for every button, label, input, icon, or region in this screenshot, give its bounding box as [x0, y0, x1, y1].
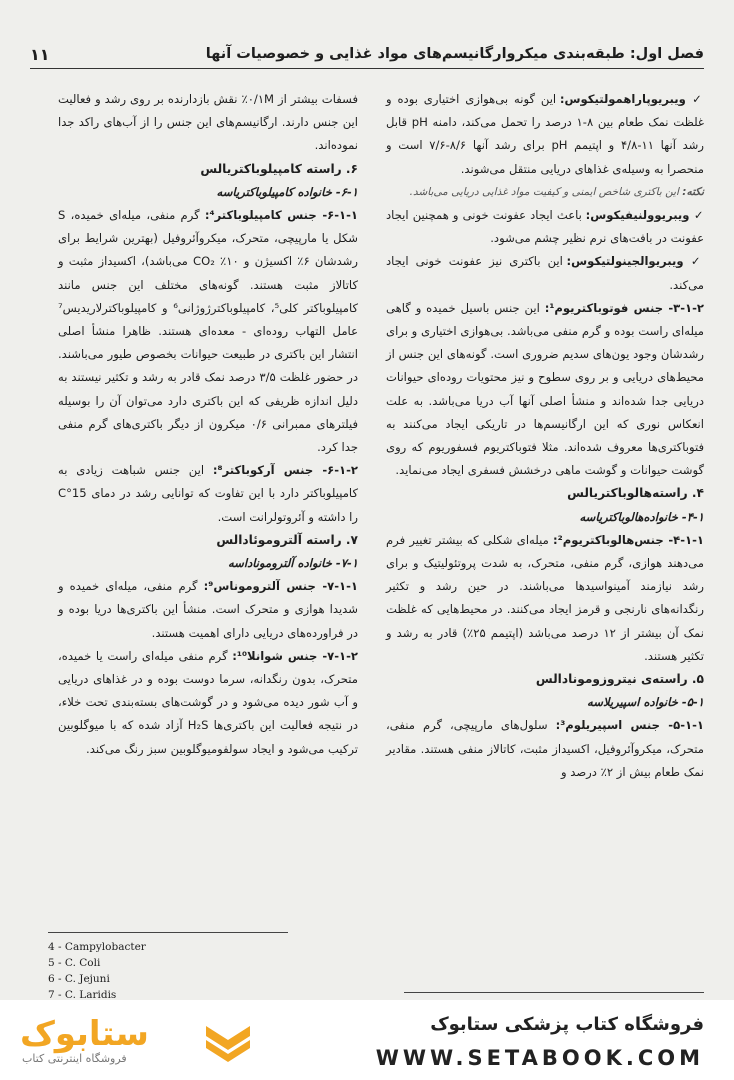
paragraph-text: این جنس شباهت زیادی به کامپیلوباکتر دارد با این تفاوت که توانایی رشد در دمای 15°C را داشته و آئروتولرانت است.	[58, 463, 358, 524]
footnote-item: 6 - C. Jejuni	[48, 973, 110, 985]
body-paragraph	[386, 297, 704, 483]
paragraph-text: میله‌ای شکلی که بیشتر تغییر فرم می‌دهند هوازی، گرم منفی، متحرک، به شدت پروتئولیتیک و برای رشد نیازمند آمینواسیدها می‌باشند. در حین رشد و تکثیر رنگدانه‌های نارنجی و قرمز ایجاد می‌کنند. در محیط‌هایی که غلظت نمک آن بیشتر از ۱۲ درصد می‌باشد (اپتیمم ۲۵٪) قادر به رشد و تکثیر هستند.	[386, 532, 704, 663]
paragraph-text: سلول‌های مارپیچی، گرم منفی، متحرک، میکروآئروفیل، اکسیداز مثبت، کاتالاز منفی هستند. مقادیر نمک طعام بیش از ۲٪ درصد و	[386, 718, 704, 779]
right-column	[386, 88, 704, 784]
section-heading: ۴. راسته‌هالوباکتریالس	[567, 486, 704, 501]
body-paragraph	[58, 88, 358, 158]
term-label: ۶-۱-۲- جنس آرکوباکتر⁸:	[212, 463, 358, 478]
term-label: ۶-۱-۱- جنس کامپیلوباکتر⁴:	[204, 208, 358, 223]
section-heading: ۵. راسته‌ی نیتروزومونادالس	[535, 672, 704, 687]
body-paragraph	[386, 714, 704, 784]
body-paragraph	[386, 204, 704, 250]
subsection-heading: ۴-۱- خانواده‌هالوباکتریاسه	[579, 509, 704, 524]
footnote-item: 7 - C. Laridis	[48, 989, 117, 1000]
body-paragraph	[386, 88, 704, 181]
chevron-logo-icon	[206, 1022, 250, 1062]
page-number: ۱۱	[30, 44, 50, 64]
term-label: ✓ ویبریوالجینولتیکوس:	[566, 254, 704, 269]
subsection-heading: ۶-۱- خانواده کامپیلوباکتریاسه	[216, 184, 358, 199]
paragraph-text: گرم منفی میله‌ای راست یا خمیده، متحرک، بدون رنگدانه، سرما دوست بوده و در غذاهای دریایی و آب شور دیده می‌شود و در گوشت‌های بسته‌بندی تحت خلاء، در نتیجه فعالیت این باکتری‌ها H₂S آزاد شده که با میوگلوبین ترکیب می‌شود و ایجاد سولفومیوگلوبین سبز رنگ می‌کند.	[58, 648, 358, 756]
paragraph-text: فسفات بیشتر از ۰/۱M٪ نقش بازدارنده بر روی رشد و فعالیت این جنس دارند. ارگانیسم‌های این جنس را از آب‌های راکد جدا نموده‌اند.	[58, 92, 358, 153]
footnotes	[48, 932, 288, 1000]
paragraph-text: گرم منفی، میله‌ای خمیده و شدیدا هوازی و متحرک است. منشأ این باکتری‌ها دریا بوده و در فراورده‌های دریایی دارای اهمیت هستند.	[58, 579, 358, 640]
subsection-heading: ۷-۱- خانواده آلتروموناداسه	[227, 556, 358, 571]
term-label: ۴-۱-۱- جنس‌هالوباکتریوم²:	[553, 532, 704, 547]
note-paragraph	[386, 181, 704, 204]
body-paragraph	[58, 575, 358, 645]
term-label: ۵-۱-۱- جنس اسپیریلوم³:	[555, 718, 704, 733]
footnote-item: 4 - Campylobacter	[48, 941, 146, 953]
paragraph-text: باعث ایجاد عفونت خونی و همچنین ایجاد عفونت در بافت‌های نرم نظیر چشم می‌شود.	[386, 208, 704, 246]
term-label: نکته:	[682, 185, 704, 198]
paragraph-text: این گونه بی‌هوازی اختیاری بوده و غلظت نمک طعام بین ۸-۱ درصد را تحمل می‌کند، دامنه pH قابل رشد آنها ۱۱-۴/۸ و اپتیمم pH برای رشد آنها ۸/۶-۷/۶ است و منحصرا به وسیله‌ی غذاهای دریایی منتقل می‌شوند.	[386, 92, 704, 176]
term-label: ✓ ویبریوولنیفیکوس:	[585, 208, 705, 223]
term-label: ۷-۱-۱- جنس آلتروموناس⁹:	[203, 579, 358, 594]
paragraph-text: این باکتری شاخص ایمنی و کیفیت مواد غذایی دریایی می‌باشد.	[409, 185, 683, 198]
section-heading: ۷. راسته آلتروموئادالس	[216, 532, 358, 547]
subsection-heading: ۵-۱- خانواده اسپیریلاسه	[587, 695, 704, 710]
paragraph-text: این باکتری نیز عفونت خونی ایجاد می‌کند.	[386, 254, 704, 292]
body-paragraph	[58, 204, 358, 459]
footnote-item: 5 - C. Coli	[48, 957, 101, 969]
page-header	[30, 40, 704, 69]
store-name: فروشگاه کتاب پزشکی ستابوک	[430, 1014, 704, 1035]
store-banner	[0, 1000, 734, 1080]
body-paragraph	[58, 459, 358, 529]
body-paragraph	[386, 250, 704, 296]
store-url[interactable]: WWW.SETABOOK.COM	[375, 1046, 704, 1070]
term-label: ۳-۱-۲- جنس فوتوباکتریوم¹:	[544, 300, 705, 315]
section-heading: ۶. راسته کامپیلوباکتریالس	[200, 161, 358, 176]
store-logo[interactable]	[20, 1014, 200, 1070]
paragraph-text: این جنس باسیل خمیده و گاهی میله‌ای راست بوده و گرم منفی می‌باشد. بی‌هوازی اختیاری و برای رشدشان وجود یون‌های سدیم ضروری است. گونه‌های این جنس از محیط‌های دریایی و بر روی سطوح و نیز محتویات روده‌ای حیوانات دریایی جدا شده‌اند و منشأ اصلی آنها آب دریا می‌باشد. به علت انعکاس نوری که این ارگانیسم‌ها در تاریکی ایجاد می‌کنند به فتوباکتری‌ها معروف شده‌اند. مثلا فتوباکتریوم فسفوریوم که روی گوشت حیوانات و گوشت ماهی درخشش فسفری ایجاد می‌نماید.	[386, 300, 704, 478]
chapter-title: فصل اول: طبقه‌بندی میکروارگانیسم‌های مواد غذایی و خصوصیات آنها	[205, 46, 704, 62]
body-paragraph	[386, 529, 704, 668]
paragraph-text: گرم منفی، میله‌ای خمیده، S شکل یا مارپیچی، متحرک، میکروآئروفیل (بهترین شرایط برای رشدشان ۶٪ اکسیژن و ۱۰٪ CO₂ می‌باشد)، اکسیداز مثبت و کاتالاز مثبت هستند. گونه‌های مختلف این جنس مانند کامپیلوباکتر کلی⁵، کامپیلوباکترژوژانی⁶ و کامپیلوباکترلاریدیس⁷ عامل التهاب روده‌ای - معده‌ای هستند. ظاهرا منشأ اصلی انتشار این باکتری در طبیعت حیوانات بخصوص طیور می‌باشند. در حضور غلظت ۳/۵ درصد نمک قادر به رشد و تکثیر نیستند به دلیل اندازه ظریفی که این باکتری دارد می‌توان آن را بوسیله فیلترهای ممبرانی ۰/۶ میکرون از دیگر باکتری‌های گرم منفی جدا کرد.	[58, 208, 358, 455]
body-paragraph	[58, 645, 358, 761]
footnote-rule	[404, 992, 704, 993]
left-column	[58, 88, 358, 761]
term-label: ✓ ویبریوپاراهمولتیکوس:	[559, 92, 704, 106]
logo-wordmark: ستابوک	[20, 1014, 149, 1054]
logo-subtitle: فروشگاه اینترنتی کتاب	[22, 1052, 127, 1065]
term-label: ۷-۱-۲- جنس شوانلا¹⁰:	[232, 648, 358, 663]
